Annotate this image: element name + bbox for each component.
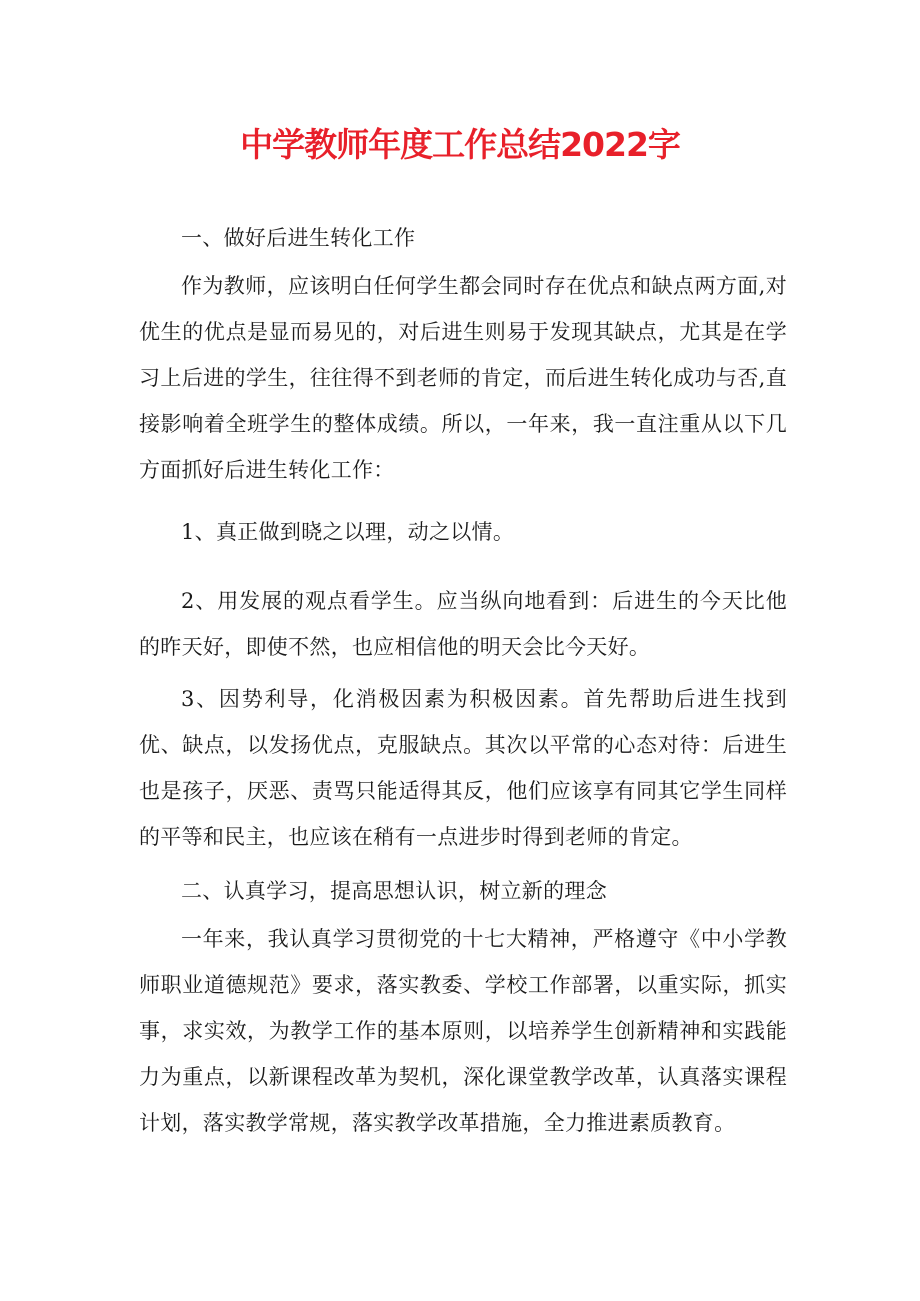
list-item-2: 2、用发展的观点看学生。应当纵向地看到：后进生的今天比他的昨天好，即使不然，也应相信他的明天会比今天好。 xyxy=(139,589,787,659)
paragraph-2: 一年来，我认真学习贯彻党的十七大精神，严格遵守《中小学教师职业道德规范》要求，落实教委、学校工作部署，以重实际，抓实事，求实效，为教学工作的基本原则，以培养学生创新精神和实践能力为重点，以新课程改革为契机，深化课堂教学改革，认真落实课程计划，落实教学常规，落实教学改革措施，全力推进素质教育。 xyxy=(139,927,787,1135)
paragraph-1: 作为教师，应该明白任何学生都会同时存在优点和缺点两方面,对优生的优点是显而易见的，对后进生则易于发现其缺点，尤其是在学习上后进的学生，往往得不到老师的肯定，而后进生转化成功与否,直接影响着全班学生的整体成绩。所以，一年来，我一直注重从以下几方面抓好后进生转化工作： xyxy=(139,274,787,482)
list-item-1: 1、真正做到晓之以理，动之以情。 xyxy=(181,520,515,544)
document-title: 中学教师年度工作总结2022字 xyxy=(240,125,680,164)
list-item-3: 3、因势利导，化消极因素为积极因素。首先帮助后进生找到优、缺点，以发扬优点，克服缺点。其次以平常的心态对待：后进生也是孩子，厌恶、责骂只能适得其反，他们应该享有同其它学生同样的平等和民主，也应该在稍有一点进步时得到老师的肯定。 xyxy=(139,687,787,849)
section-heading-2: 二、认真学习，提高思想认识，树立新的理念 xyxy=(181,879,607,903)
section-heading-1: 一、做好后进生转化工作 xyxy=(181,226,416,250)
